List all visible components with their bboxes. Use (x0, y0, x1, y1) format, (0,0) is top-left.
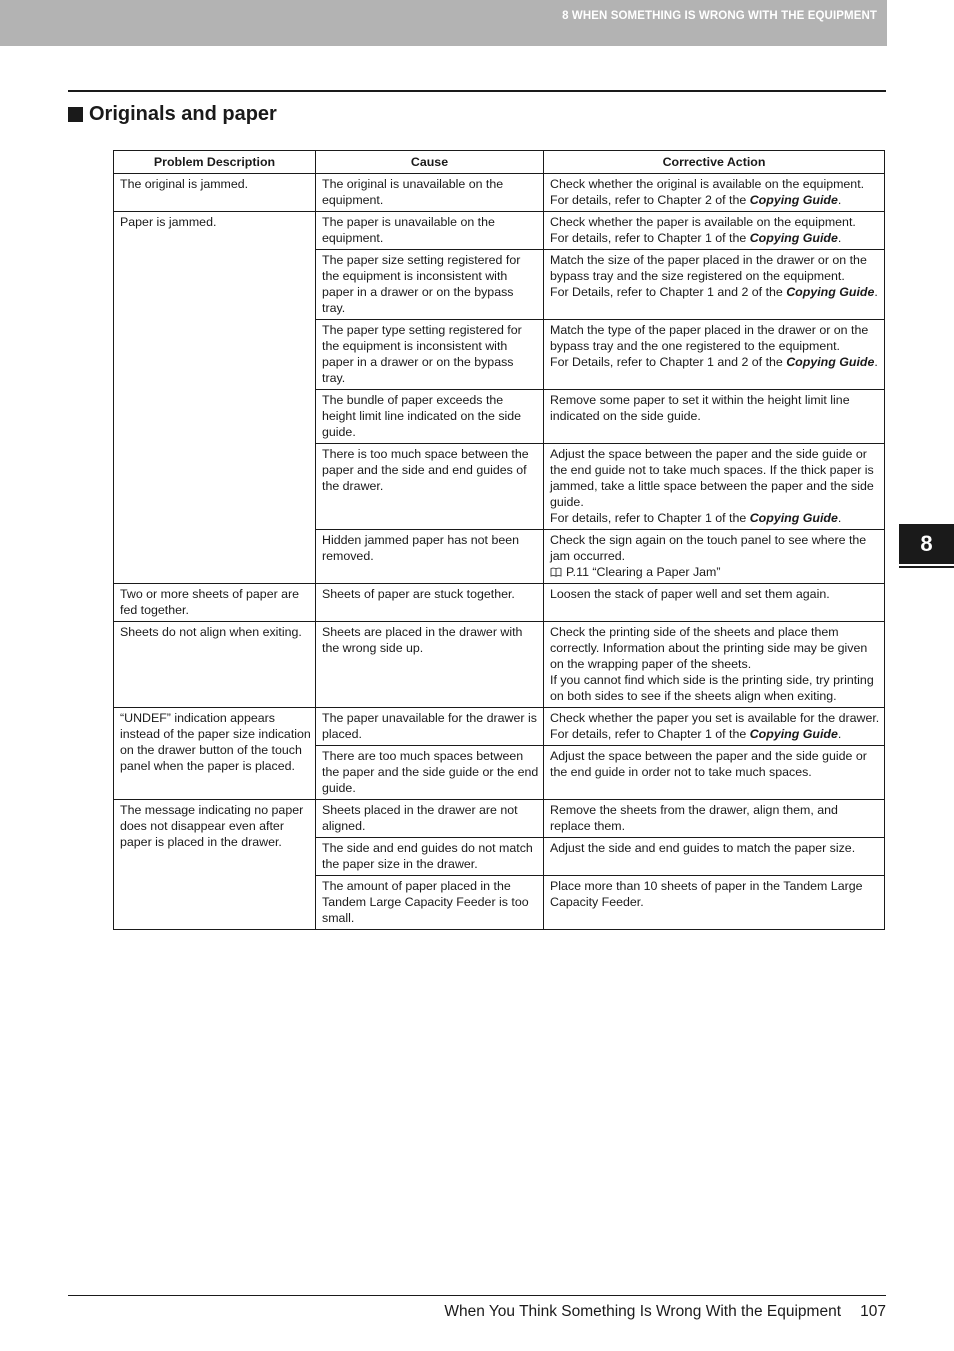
action-reference: For details, refer to Chapter 1 of the Copying Guide. (550, 231, 842, 245)
action-text: Check whether the paper you set is available for the drawer. (550, 711, 880, 725)
action-cell (544, 746, 885, 800)
column-header-problem: Problem Description (114, 151, 316, 174)
action-cell (544, 250, 885, 320)
action-cell (544, 838, 885, 876)
action-text: Adjust the side and end guides to match the paper size. (550, 841, 856, 855)
action-text: Remove some paper to set it within the height limit line indicated on the side guide. (550, 393, 850, 423)
cause-cell: The original is unavailable on the equipment. (316, 174, 544, 212)
column-header-cause: Cause (316, 151, 544, 174)
action-text: Loosen the stack of paper well and set them again. (550, 587, 830, 601)
guide-name: Copying Guide (749, 511, 838, 525)
action-cell (544, 212, 885, 250)
problem-cell: Paper is jammed. (114, 212, 316, 584)
chapter-tab: 8 (899, 524, 954, 564)
table-row (114, 800, 885, 838)
cause-cell: Sheets are placed in the drawer with the wrong side up. (316, 622, 544, 708)
cause-cell: The amount of paper placed in the Tandem Large Capacity Feeder is too small. (316, 876, 544, 930)
column-header-action: Corrective Action (544, 151, 885, 174)
cause-cell: Sheets of paper are stuck together. (316, 584, 544, 622)
action-text: Place more than 10 sheets of paper in the Tandem Large Capacity Feeder. (550, 879, 863, 909)
cause-cell: Hidden jammed paper has not been removed. (316, 530, 544, 584)
header-bar (0, 0, 887, 46)
chapter-tab-underline (899, 566, 954, 568)
action-text: Adjust the space between the paper and the side guide or the end guide not to take much spaces. If the thick paper is jammed, take a little space between the paper and the side guide. (550, 447, 874, 509)
title-rule (68, 90, 886, 92)
action-cell (544, 444, 885, 530)
table-row (114, 708, 885, 746)
problem-cell: Two or more sheets of paper are fed together. (114, 584, 316, 622)
running-header: 8 WHEN SOMETHING IS WRONG WITH THE EQUIPMENT (562, 10, 877, 22)
cause-cell: There are too much spaces between the paper and the side guide or the end guide. (316, 746, 544, 800)
action-cell (544, 174, 885, 212)
table-header-row (114, 151, 885, 174)
guide-name: Copying Guide (749, 727, 838, 741)
cause-cell: There is too much space between the paper and the side and end guides of the drawer. (316, 444, 544, 530)
page-reference[interactable]: P.11 “Clearing a Paper Jam” (550, 564, 880, 580)
action-cell (544, 390, 885, 444)
book-icon (550, 567, 562, 577)
action-cell (544, 530, 885, 584)
action-text: Check the printing side of the sheets and place them correctly. Information about the printing side may be given on the wrapping paper of the sheets. (550, 625, 868, 671)
cause-cell: The paper type setting registered for the equipment is inconsistent with paper in a drawer or on the bypass tray. (316, 320, 544, 390)
action-cell (544, 800, 885, 838)
action-text: If you cannot find which side is the printing side, try printing on both sides to see if the sheets align when exiting. (550, 673, 874, 703)
action-text: Remove the sheets from the drawer, align them, and replace them. (550, 803, 838, 833)
page-number: 107 (860, 1303, 886, 1320)
section-heading (68, 103, 277, 126)
action-cell (544, 622, 885, 708)
action-cell (544, 708, 885, 746)
action-reference: For details, refer to Chapter 2 of the Copying Guide. (550, 193, 842, 207)
action-reference: For Details, refer to Chapter 1 and 2 of the Copying Guide. (550, 285, 878, 299)
cause-cell: The paper size setting registered for the equipment is inconsistent with paper in a drawer or on the bypass tray. (316, 250, 544, 320)
cause-cell: The bundle of paper exceeds the height limit line indicated on the side guide. (316, 390, 544, 444)
cause-cell: The side and end guides do not match the paper size in the drawer. (316, 838, 544, 876)
action-cell (544, 584, 885, 622)
action-reference: For Details, refer to Chapter 1 and 2 of the Copying Guide. (550, 355, 878, 369)
action-cell (544, 876, 885, 930)
action-reference: For details, refer to Chapter 1 of the Copying Guide. (550, 511, 842, 525)
action-cell (544, 320, 885, 390)
cause-cell: The paper unavailable for the drawer is placed. (316, 708, 544, 746)
section-title: Originals and paper (89, 103, 277, 125)
guide-name: Copying Guide (786, 285, 875, 299)
action-text: Match the size of the paper placed in the drawer or on the bypass tray and the size registered on the equipment. (550, 253, 867, 283)
guide-name: Copying Guide (749, 193, 838, 207)
action-text: Check whether the paper is available on the equipment. (550, 215, 856, 229)
guide-name: Copying Guide (786, 355, 875, 369)
problem-cell: The original is jammed. (114, 174, 316, 212)
problem-cell: The message indicating no paper does not disappear even after paper is placed in the drawer. (114, 800, 316, 930)
footer-title: When You Think Something Is Wrong With the Equipment (444, 1303, 841, 1320)
action-reference: For details, refer to Chapter 1 of the Copying Guide. (550, 727, 842, 741)
troubleshooting-table (113, 150, 885, 930)
square-bullet-icon (68, 107, 83, 122)
action-text: Check the sign again on the touch panel to see where the jam occurred. (550, 533, 867, 563)
cause-cell: Sheets placed in the drawer are not aligned. (316, 800, 544, 838)
guide-name: Copying Guide (749, 231, 838, 245)
action-text: Match the type of the paper placed in the drawer or on the bypass tray and the one registered to the equipment. (550, 323, 869, 353)
footer-rule (68, 1295, 886, 1296)
action-text: Check whether the original is available on the equipment. (550, 177, 865, 191)
table-row (114, 584, 885, 622)
problem-cell: “UNDEF” indication appears instead of the paper size indication on the drawer button of the touch panel when the paper is placed. (114, 708, 316, 800)
table-row (114, 212, 885, 250)
action-text: Adjust the space between the paper and the side guide or the end guide in order not to take much spaces. (550, 749, 867, 779)
table-row (114, 622, 885, 708)
cause-cell: The paper is unavailable on the equipment. (316, 212, 544, 250)
problem-cell: Sheets do not align when exiting. (114, 622, 316, 708)
table-row (114, 174, 885, 212)
